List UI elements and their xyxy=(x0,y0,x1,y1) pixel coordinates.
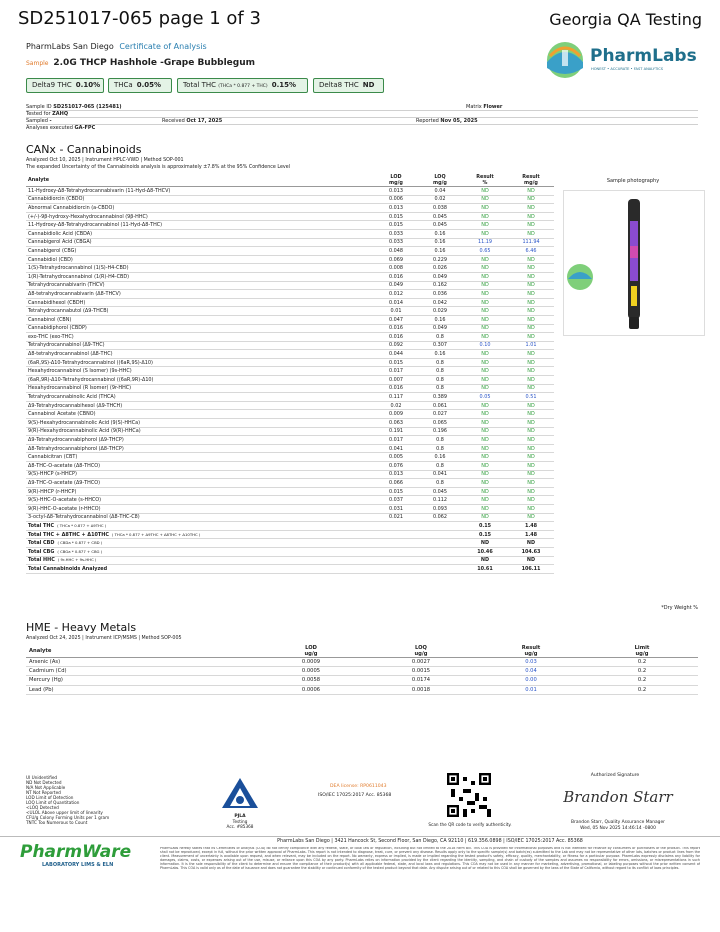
photo-label: Sample photography xyxy=(606,178,660,184)
table-row: Cannabidiorcin (CBDO) 0.006 0.02 ND ND xyxy=(26,195,554,204)
total-row: Total THC ( THCa * 0.877 + Δ9THC ) 0.15 1.48 xyxy=(26,522,554,531)
table-row: Δ8-Tetrahydrocannabiphorol (Δ8-THCP) 0.041 0.8 ND ND xyxy=(26,444,554,453)
canx-analyzed: Analyzed Oct 10, 2025 | Instrument HPLC-VWD | Method SOP-001 xyxy=(26,158,184,163)
table-row: Cannabicitran (CBT) 0.005 0.16 ND ND xyxy=(26,453,554,462)
table-row: Tetrahydrocannabutol (Δ9-THCB) 0.01 0.029 ND ND xyxy=(26,307,554,316)
qr-code-icon xyxy=(447,773,491,817)
table-row: 9(S)-HHCP (s-HHCP) 0.013 0.041 ND ND xyxy=(26,470,554,479)
total-row: Total Cannabinoids Analyzed 10.61 106.11 xyxy=(26,565,554,574)
qr-caption: Scan the QR code to verify authenticity. xyxy=(428,822,512,827)
table-row: Hexahydrocannabinol (R Isomer) (9r-HHC) 0.016 0.8 ND ND xyxy=(26,384,554,393)
table-row: Cadmium (Cd) 0.0005 0.0015 0.04 0.2 xyxy=(26,667,698,676)
sample-photo xyxy=(563,190,705,336)
table-row: Hexahydrocannabinol (S Isomer) (9s-HHC) 0.017 0.8 ND ND xyxy=(26,367,554,376)
legend-item: <LOQ Detected xyxy=(26,805,59,810)
canx-title: CANx - Cannabinoids xyxy=(26,143,142,156)
sample-info: Sample ID SD251017-065 (125481) Matrix Flower Tested for ZAHQ Sampled - Received Oct 17, 2025 Reported Nov 05, 2025 Analyses executed GA-FPC xyxy=(26,104,698,132)
metals-table: Analyte LOD ug/g LOQ ug/g Result ug/g Limit ug/g Arsenic (As) 0.0009 0.0027 0.03 0.2 Cadmium (Cd) 0.0005 0.0015 0.04 0.2 Mercury (Hg) 0.0058 0.0174 0.00 0.2 Lead (Pb) 0.0006 0.0018 0.01 0.2 xyxy=(26,645,698,695)
signed-date: Wed, 05 Nov 2025 14:46:14 -0800 xyxy=(580,826,656,831)
footer-divider xyxy=(0,836,720,837)
pjla-triangle-icon xyxy=(220,776,260,810)
legend-item: <ULOL Above upper limit of linearity xyxy=(26,810,103,815)
table-row: 11-Hydroxy-Δ8-Tetrahydrocannabinol (11-Hyd-Δ8-THC) 0.015 0.045 ND ND xyxy=(26,221,554,230)
table-row: Arsenic (As) 0.0009 0.0027 0.03 0.2 xyxy=(26,658,698,667)
table-row: exo-THC (exo-THC) 0.016 0.8 ND ND xyxy=(26,333,554,342)
table-row: 3-octyl-Δ8-Tetrahydrocannabinol (Δ8-THC-C8) 0.021 0.062 ND ND xyxy=(26,513,554,522)
signer-name: Brandon Starr, Quality Assurance Manager xyxy=(571,820,665,825)
pharmware-logo: PharmWare LABORATORY LIMS & ELN xyxy=(20,842,132,868)
logo-tagline: HONEST • ACCURATE • FAST ANALYTICS xyxy=(591,67,663,71)
table-row: 11-Hydroxy-Δ8-Tetrahydrocannabivarin (11-Hyd-Δ8-THCV) 0.013 0.04 ND ND xyxy=(26,187,554,196)
table-row: Abnormal Cannabidiorcin (a-CBDO) 0.013 0.038 ND ND xyxy=(26,204,554,213)
hme-analyzed: Analyzed Oct 24, 2025 | Instrument ICP/MSMS | Method SOP-005 xyxy=(26,636,182,641)
table-row: 1(S)-Tetrahydrocannabinol (1(S)-H4-CBD) 0.008 0.026 ND ND xyxy=(26,264,554,273)
table-row: 1(R)-Tetrahydrocannabinol (1(R)-H4-CBD) 0.016 0.049 ND ND xyxy=(26,272,554,281)
footer-address: PharmLabs San Diego | 3421 Hancock St, Second Floor, San Diego, CA 92110 | 619.356.0898 | ISO/IEC 17025:2017 Acc. 85368 xyxy=(277,839,583,844)
canx-uncertainty: The expanded Uncertainty of the Cannabinoids analysis is approximately ±7.8% at the 95% Confidence Level xyxy=(26,165,291,170)
coa-label: Certificate of Analysis xyxy=(119,42,207,51)
table-row: Cannabigerol (CBG) 0.048 0.16 0.65 6.46 xyxy=(26,247,554,256)
table-row: Mercury (Hg) 0.0058 0.0174 0.00 0.2 xyxy=(26,676,698,685)
table-row: Tetrahydrocannabivarin (THCV) 0.049 0.162 ND ND xyxy=(26,281,554,290)
product-tube-image xyxy=(564,191,706,337)
table-row: 9(S)-Hexahydrocannabinolic Acid (9(S)-HHCa) 0.063 0.065 ND ND xyxy=(26,419,554,428)
table-row: (6aR,9S)-Δ10-Tetrahydrocannabinol ((6aR,9S)-Δ10) 0.015 0.8 ND ND xyxy=(26,358,554,367)
table-row: Cannabinol Acetate (CBNO) 0.009 0.027 ND ND xyxy=(26,410,554,419)
total-row: Total THC + Δ8THC + Δ10THC ( THCa * 0.877 + Δ9THC + Δ8THC + Δ10THC ) 0.15 1.48 xyxy=(26,530,554,539)
legend-item: LOD Limit of Detection xyxy=(26,795,74,800)
dry-weight-note: *Dry Weight % xyxy=(661,605,698,611)
cannabinoid-table: Analyte LOD mg/g LOQ mg/g Result % Result mg/g 11-Hydroxy-Δ8-Tetrahydrocannabivarin (11-Hyd-Δ8-THCV) 0.013 0.04 ND ND Cannabidiorcin (CBDO) 0.006 0.02 ND ND Abnormal Cannabidiorcin (a-CBDO) 0.013 0.038 ND ND (+/-)-9β-hydroxy-Hexahydrocannabinol (9β-HHC) 0.015 0.045 ND ND 11-Hydroxy-Δ8-Tetrahydrocannabinol (11-Hyd-Δ8-THC) 0.015 0.045 ND ND Cannabidiolic Acid (CBDA) 0.033 0.16 ND ND Cannabigerol Acid (CBGA) 0.033 0.16 11.19 111.94 Cannabigerol (CBG) 0.048 0.16 0.65 6.46 Cannabidiol (CBD) 0.069 0.229 ND ND 1(S)-Tetrahydrocannabinol (1(S)-H4-CBD) 0.008 0.026 ND ND 1(R)-Tetrahydrocannabinol (1(R)-H4-CBD) 0.016 0.049 ND ND Tetrahydrocannabivarin (THCV) 0.049 0.162 ND ND Δ8-tetrahydrocannabivarin (Δ8-THCV) 0.012 0.036 ND ND Cannabidihexol (CBDH) 0.014 0.042 ND ND Tetrahydrocannabutol (Δ9-THCB) 0.01 0.029 ND ND Cannabinol (CBN) 0.047 0.16 ND ND Cannabidiphorol (CBDP) 0.016 0.049 ND ND exo-THC (exo-THC) 0.016 0.8 ND ND Tetrahydrocannabinol (Δ9-THC) 0.092 0.307 0.10 1.01 Δ8-tetrahydrocannabinol (Δ8-THC) 0.044 0.16 ND ND (6aR,9S)-Δ10-Tetrahydrocannabinol ((6aR,9S)-Δ10) 0.015 0.8 ND ND Hexahydrocannabinol (S Isomer) (9s-HHC) 0.017 0.8 ND ND (6aR,9R)-Δ10-Tetrahydrocannabinol ((6aR,9R)-Δ10) 0.007 0.8 ND ND Hexahydrocannabinol (R Isomer) (9r-HHC) 0.016 0.8 ND ND Tetrahydrocannabinolic Acid (THCA) 0.117 0.389 0.05 0.51 Δ9-Tetrahydrocannabihexol (Δ9-THCH) 0.02 0.061 ND ND Cannabinol Acetate (CBNO) 0.009 0.027 ND ND 9(S)-Hexahydrocannabinolic Acid (9(S)-HHCa) 0.063 0.065 ND ND 9(R)-Hexahydrocannabinolic Acid (9(R)-HHCa) 0.191 0.196 ND ND Δ9-Tetrahydrocannabiphorol (Δ9-THCP) 0.017 0.8 ND ND Δ8-Tetrahydrocannabiphorol (Δ8-THCP) 0.041 0.8 ND ND Cannabicitran (CBT) 0.005 0.16 ND ND Δ8-THC-O-acetate (Δ8-THCO) 0.076 0.8 ND ND 9(S)-HHCP (s-HHCP) 0.013 0.041 ND ND Δ9-THC-O-acetate (Δ9-THCO) 0.066 0.8 ND ND 9(R)-HHCP (r-HHCP) 0.015 0.045 ND ND 9(S)-HHC-O-acetate (s-HHCO) 0.037 0.112 ND ND 9(R)-HHC-O-acetate (r-HHCO) 0.031 0.093 ND ND 3-octyl-Δ8-Tetrahydrocannabinol (Δ8-THC-C8) 0.021 0.062 ND ND Total THC ( THCa * 0.877 + Δ9THC ) 0.15 1.48 Total THC + Δ8THC + Δ10THC ( THCa * 0.877 + Δ9THC + Δ8THC + Δ10THC ) 0.15 1.48 Total CBD ( CBDa * 0.877 + CBD ) ND ND Total CBG ( CBGa * 0.877 + CBG ) 10.46 104.63 Total HHC ( 9r-HHC + 9s-HHC ) ND ND Total Cannabinoids Analyzed 10.61 106.11 xyxy=(26,174,554,574)
logo-emblem-icon xyxy=(542,40,588,80)
table-row: 9(S)-HHC-O-acetate (s-HHCO) 0.037 0.112 ND ND xyxy=(26,496,554,505)
legend-item: CFU/g Colony Forming Units per 1 gram xyxy=(26,815,110,820)
qr-code[interactable] xyxy=(447,773,491,817)
abbreviation-legend xyxy=(26,775,136,825)
table-row: Tetrahydrocannabinol (Δ9-THC) 0.092 0.307 0.10 1.01 xyxy=(26,341,554,350)
table-row: Cannabidiphorol (CBDP) 0.016 0.049 ND ND xyxy=(26,324,554,333)
pharmlabs-logo xyxy=(542,40,702,80)
legend-item: TNTC Too Numerous to Count xyxy=(26,820,88,825)
table-row: Cannabinol (CBN) 0.047 0.16 ND ND xyxy=(26,315,554,324)
footer-disclaimer: PharmLabs hereby states that its Certificates of Analysis (COA) do not certify compliance with any federal, state, or local law or regulation, including but not limited to the 2018 Farm Bill. This COA is provided for informational purposes and is not intended for reliance by consumers or purchasers of the product. This report shall not be reproduced, except in full, without the prior written approval of PharmLabs. This report is not intended to diagnose, treat, cure, or prevent any disease. Results apply only to the specific sample(s) and batch(es) submitted to the Lab and may not be representative of other lots, batches or product lines from the client. Measurement of uncertainty is available upon request, and when relevant, may be included on the report. No warranty, express or implied, is made or implied regarding the tested product's safety, efficacy, quality, merchantability, or fitness for a particular purpose. PharmLabs expressly disclaims any liability for damages, claims, costs, or expenses arising out of the use, misuse, or reliance upon this COA by any party. PharmLabs relies on information provided by the client regarding the identity, sampling, and chain of custody of the samples and assumes no responsibility for errors, omissions, or misrepresentations in such information. It is the sole responsibility of the client to determine and ensure the compliance of their product(s) with all applicable federal, state, and local laws and regulations. This COA may not be used in any manner for marketing, advertising, promotional, or labeling purposes without the prior written consent of PharmLabs. This COA is valid only as of the date of issuance and does not guarantee the stability or continued conformity of the tested product beyond that date. Any dispute arising out of or related to this COA shall be governed by the laws of the State of California, without regard to its conflict of laws principles. xyxy=(160,847,700,870)
total-row: Total CBG ( CBGa * 0.877 + CBG ) 10.46 104.63 xyxy=(26,547,554,556)
table-row: 9(R)-Hexahydrocannabinolic Acid (9(R)-HHCa) 0.191 0.196 ND ND xyxy=(26,427,554,436)
hme-title: HME - Heavy Metals xyxy=(26,621,137,634)
summary-thca: THCa 0.05% xyxy=(108,78,172,93)
legend-item: LOQ Limit of Quantitation xyxy=(26,800,80,805)
iso-accreditation: ISO/IEC 17025:2017 Acc. 85368 xyxy=(318,793,392,798)
sample-heading xyxy=(26,58,255,68)
lab-name: PharmLabs San Diego xyxy=(26,42,114,51)
table-row: Δ9-THC-O-acetate (Δ9-THCO) 0.066 0.8 ND ND xyxy=(26,479,554,488)
legend-item: UI Unidentified xyxy=(26,775,58,780)
table-row: Δ8-tetrahydrocannabivarin (Δ8-THCV) 0.012 0.036 ND ND xyxy=(26,290,554,299)
summary-total-thc: Total THC (THCa * 0.877 + THC) 0.15% xyxy=(177,78,308,93)
table-row: Δ9-Tetrahydrocannabihexol (Δ9-THCH) 0.02 0.061 ND ND xyxy=(26,401,554,410)
table-row: Cannabidiol (CBD) 0.069 0.229 ND ND xyxy=(26,255,554,264)
table-row: (6aR,9R)-Δ10-Tetrahydrocannabinol ((6aR,9R)-Δ10) 0.007 0.8 ND ND xyxy=(26,376,554,385)
summary-d9thc: Delta9 THC 0.10% xyxy=(26,78,104,93)
summary-d8thc: Delta8 THC ND xyxy=(313,78,384,93)
table-row: (+/-)-9β-hydroxy-Hexahydrocannabinol (9β-HHC) 0.015 0.045 ND ND xyxy=(26,212,554,221)
table-row: Cannabigerol Acid (CBGA) 0.033 0.16 11.19 111.94 xyxy=(26,238,554,247)
signature-image: Brandon Starr xyxy=(563,788,673,806)
legend-item: ND Not Detected xyxy=(26,780,62,785)
total-row: Total CBD ( CBDa * 0.877 + CBD ) ND ND xyxy=(26,539,554,548)
table-row: Cannabidihexol (CBDH) 0.014 0.042 ND ND xyxy=(26,298,554,307)
page-title: SD251017-065 page 1 of 3 xyxy=(18,8,261,29)
table-row: 9(R)-HHCP (r-HHCP) 0.015 0.045 ND ND xyxy=(26,487,554,496)
table-row: Tetrahydrocannabinolic Acid (THCA) 0.117 0.389 0.05 0.51 xyxy=(26,393,554,402)
table-row: Δ9-Tetrahydrocannabiphorol (Δ9-THCP) 0.017 0.8 ND ND xyxy=(26,436,554,445)
total-row: Total HHC ( 9r-HHC + 9s-HHC ) ND ND xyxy=(26,556,554,565)
lab-heading xyxy=(26,42,207,51)
table-row: Lead (Pb) 0.0006 0.0018 0.01 0.2 xyxy=(26,685,698,694)
table-row: Δ8-THC-O-acetate (Δ8-THCO) 0.076 0.8 ND ND xyxy=(26,462,554,471)
table-row: 9(R)-HHC-O-acetate (r-HHCO) 0.031 0.093 ND ND xyxy=(26,504,554,513)
sample-name: 2.0G THCP Hashhole -Grape Bubblegum xyxy=(53,58,256,68)
sample-label: Sample xyxy=(26,60,49,67)
table-row: Δ8-tetrahydrocannabinol (Δ8-THC) 0.044 0.16 ND ND xyxy=(26,350,554,359)
legend-item: N/A Not Applicable xyxy=(26,785,66,790)
table-row: Cannabidiolic Acid (CBDA) 0.033 0.16 ND ND xyxy=(26,229,554,238)
dea-license: DEA license: RP0611043 xyxy=(330,784,387,789)
legend-item: NT Not Reported xyxy=(26,790,61,795)
signature-label: Authorized Signature xyxy=(590,773,640,778)
logo-text: PharmLabs xyxy=(590,46,697,66)
lab-client-title: Georgia QA Testing xyxy=(549,10,702,29)
pjla-badge: PJLA Testing Acc. #85368 xyxy=(218,776,262,829)
